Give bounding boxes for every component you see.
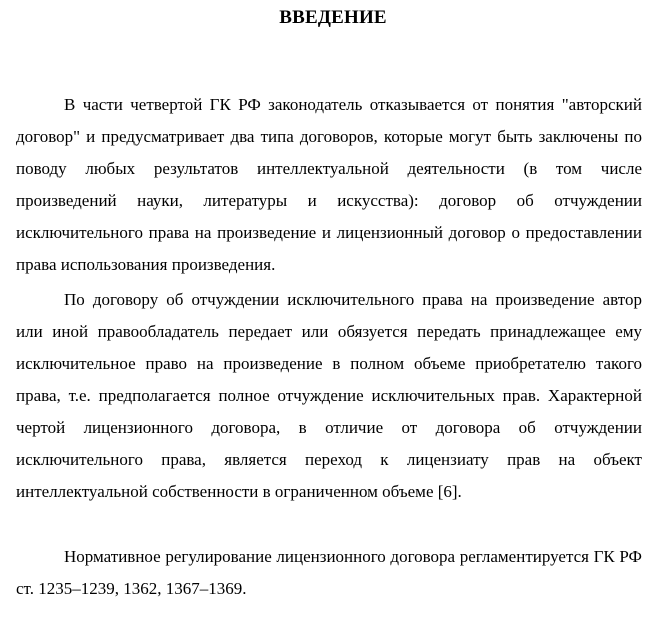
document-title: ВВЕДЕНИЕ [279,7,387,28]
paragraph-alienation-contract: По договору об отчуждении исключительного права на произведение автор или иной правообладатель передает или обязуется передать принадлежащее ему исключительное право на произведение в полном объеме приобретателю такого права, т.е. предполагается полное отчуждение исключительных прав. Характерной чертой лицензионного договора, в отличие от договора об отчуждении исключительного права, является переход к лицензиату прав на объект интеллектуальной собственности в ограниченном объеме [6]. [16,290,642,501]
paragraph-regulation: Нормативное регулирование лицензионного договора регламентируется ГК РФ ст. 1235–1239, 1362, 1367–1369. [16,547,642,598]
paragraph-contract-types: В части четвертой ГК РФ законодатель отказывается от понятия "авторский договор" и предусматривает два типа договоров, которые могут быть заключены по поводу любых результатов интеллектуальной деятельности (в том числе произведений науки, литературы и искусства): договор об отчуждении исключительного права на произведение и лицензионный договор о предоставлении права использования произведения. [16,95,642,274]
